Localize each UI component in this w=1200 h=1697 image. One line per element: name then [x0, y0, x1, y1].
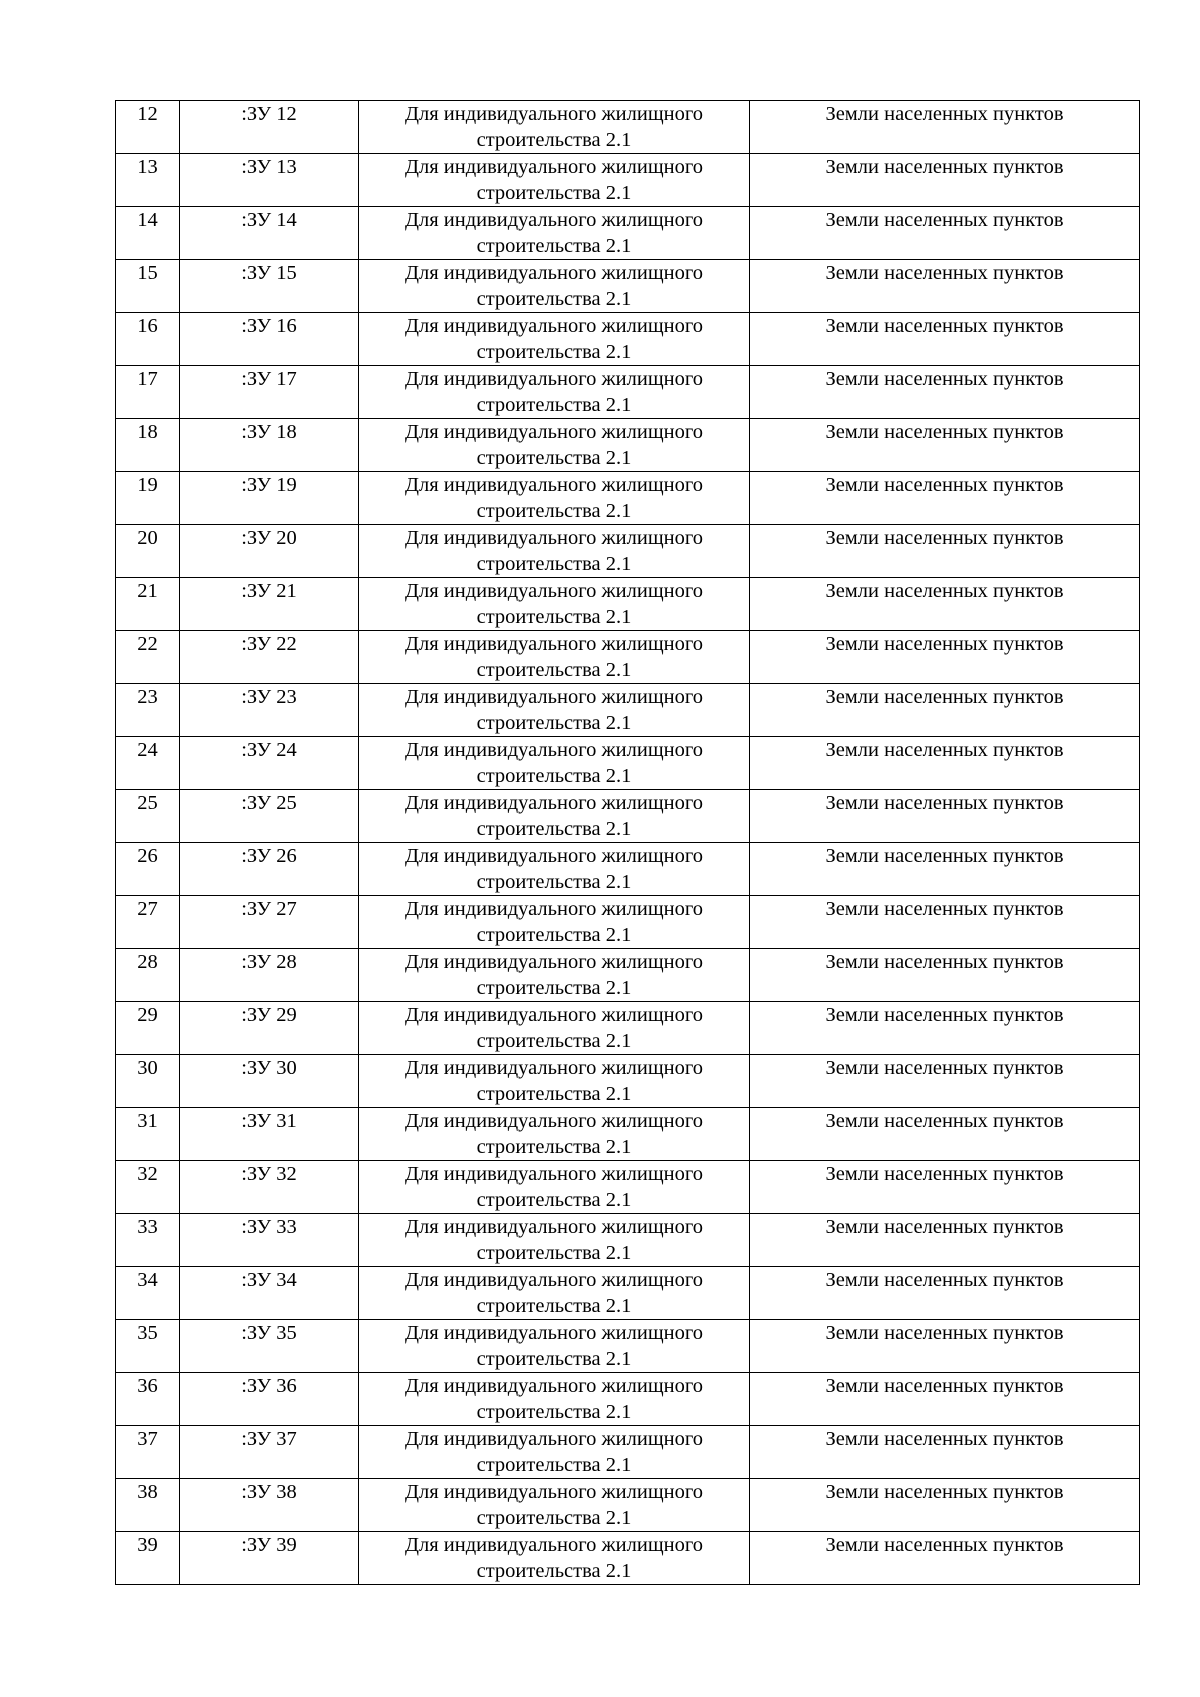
permitted-use-cell [359, 1373, 750, 1426]
land-category-cell: Земли населенных пунктов [750, 207, 1140, 260]
land-category-cell: Земли населенных пунктов [750, 578, 1140, 631]
permitted-use-line-2: строительства 2.1 [476, 553, 632, 575]
permitted-use-cell [359, 1320, 750, 1373]
row-number-cell: 29 [116, 1002, 180, 1055]
permitted-use-line-1: Для индивидуального жилищного [404, 262, 703, 284]
permitted-use-cell [359, 260, 750, 313]
plot-designation-cell: :ЗУ 36 [180, 1373, 359, 1426]
permitted-use-line-1: Для индивидуального жилищного [404, 209, 703, 231]
permitted-use-cell [359, 313, 750, 366]
table-row [116, 366, 1140, 419]
table-row [116, 896, 1140, 949]
table-row [116, 684, 1140, 737]
row-number-cell: 23 [116, 684, 180, 737]
land-plots-table [115, 100, 1140, 1585]
row-number-cell: 24 [116, 737, 180, 790]
permitted-use-line-2: строительства 2.1 [476, 394, 632, 416]
permitted-use-cell [359, 154, 750, 207]
permitted-use-line-1: Для индивидуального жилищного [404, 1322, 703, 1344]
row-number-cell: 20 [116, 525, 180, 578]
table-row [116, 1002, 1140, 1055]
plot-designation-cell: :ЗУ 29 [180, 1002, 359, 1055]
permitted-use-cell [359, 949, 750, 1002]
permitted-use-cell [359, 207, 750, 260]
permitted-use-cell [359, 1532, 750, 1585]
table-row [116, 1267, 1140, 1320]
permitted-use-line-1: Для индивидуального жилищного [404, 792, 703, 814]
land-category-cell: Земли населенных пунктов [750, 1479, 1140, 1532]
permitted-use-line-2: строительства 2.1 [476, 1454, 632, 1476]
land-category-cell: Земли населенных пунктов [750, 896, 1140, 949]
plot-designation-cell: :ЗУ 30 [180, 1055, 359, 1108]
table-row [116, 1532, 1140, 1585]
permitted-use-cell [359, 1426, 750, 1479]
table-row [116, 1161, 1140, 1214]
table-row [116, 1426, 1140, 1479]
permitted-use-cell [359, 631, 750, 684]
row-number-cell: 18 [116, 419, 180, 472]
permitted-use-cell [359, 472, 750, 525]
row-number-cell: 25 [116, 790, 180, 843]
land-category-cell: Земли населенных пунктов [750, 1320, 1140, 1373]
land-plots-table-body [116, 101, 1140, 1585]
land-category-cell: Земли населенных пунктов [750, 525, 1140, 578]
plot-designation-cell: :ЗУ 33 [180, 1214, 359, 1267]
land-category-cell: Земли населенных пунктов [750, 1002, 1140, 1055]
permitted-use-line-1: Для индивидуального жилищного [404, 633, 703, 655]
row-number-cell: 22 [116, 631, 180, 684]
permitted-use-cell [359, 1267, 750, 1320]
land-category-cell: Земли населенных пунктов [750, 843, 1140, 896]
permitted-use-line-1: Для индивидуального жилищного [404, 1269, 703, 1291]
table-row [116, 1373, 1140, 1426]
plot-designation-cell: :ЗУ 22 [180, 631, 359, 684]
plot-designation-cell: :ЗУ 37 [180, 1426, 359, 1479]
table-row [116, 1320, 1140, 1373]
row-number-cell: 13 [116, 154, 180, 207]
permitted-use-line-2: строительства 2.1 [476, 182, 632, 204]
row-number-cell: 30 [116, 1055, 180, 1108]
permitted-use-line-2: строительства 2.1 [476, 1242, 632, 1264]
permitted-use-line-2: строительства 2.1 [476, 1189, 632, 1211]
table-row [116, 472, 1140, 525]
land-category-cell: Земли населенных пунктов [750, 1373, 1140, 1426]
plot-designation-cell: :ЗУ 14 [180, 207, 359, 260]
plot-designation-cell: :ЗУ 25 [180, 790, 359, 843]
permitted-use-line-1: Для индивидуального жилищного [404, 1481, 703, 1503]
permitted-use-cell [359, 1002, 750, 1055]
permitted-use-cell [359, 1161, 750, 1214]
permitted-use-line-2: строительства 2.1 [476, 1507, 632, 1529]
permitted-use-line-2: строительства 2.1 [476, 1083, 632, 1105]
table-row [116, 790, 1140, 843]
row-number-cell: 33 [116, 1214, 180, 1267]
plot-designation-cell: :ЗУ 26 [180, 843, 359, 896]
row-number-cell: 12 [116, 101, 180, 154]
permitted-use-line-1: Для индивидуального жилищного [404, 156, 703, 178]
land-category-cell: Земли населенных пунктов [750, 260, 1140, 313]
permitted-use-line-1: Для индивидуального жилищного [404, 1428, 703, 1450]
plot-designation-cell: :ЗУ 20 [180, 525, 359, 578]
permitted-use-line-2: строительства 2.1 [476, 1030, 632, 1052]
table-row [116, 949, 1140, 1002]
permitted-use-cell [359, 1055, 750, 1108]
plot-designation-cell: :ЗУ 38 [180, 1479, 359, 1532]
permitted-use-cell [359, 1108, 750, 1161]
table-row [116, 843, 1140, 896]
permitted-use-line-2: строительства 2.1 [476, 712, 632, 734]
land-category-cell: Земли населенных пунктов [750, 631, 1140, 684]
permitted-use-cell [359, 419, 750, 472]
row-number-cell: 31 [116, 1108, 180, 1161]
permitted-use-line-2: строительства 2.1 [476, 1295, 632, 1317]
permitted-use-line-2: строительства 2.1 [476, 659, 632, 681]
permitted-use-line-2: строительства 2.1 [476, 924, 632, 946]
row-number-cell: 14 [116, 207, 180, 260]
permitted-use-line-2: строительства 2.1 [476, 500, 632, 522]
permitted-use-cell [359, 896, 750, 949]
permitted-use-line-2: строительства 2.1 [476, 235, 632, 257]
permitted-use-line-1: Для индивидуального жилищного [404, 1057, 703, 1079]
row-number-cell: 32 [116, 1161, 180, 1214]
row-number-cell: 37 [116, 1426, 180, 1479]
permitted-use-line-1: Для индивидуального жилищного [404, 368, 703, 390]
plot-designation-cell: :ЗУ 18 [180, 419, 359, 472]
land-category-cell: Земли населенных пунктов [750, 1161, 1140, 1214]
table-row [116, 419, 1140, 472]
permitted-use-line-1: Для индивидуального жилищного [404, 315, 703, 337]
permitted-use-line-2: строительства 2.1 [476, 1401, 632, 1423]
land-category-cell: Земли населенных пунктов [750, 1426, 1140, 1479]
permitted-use-line-1: Для индивидуального жилищного [404, 739, 703, 761]
plot-designation-cell: :ЗУ 21 [180, 578, 359, 631]
land-category-cell: Земли населенных пунктов [750, 154, 1140, 207]
row-number-cell: 17 [116, 366, 180, 419]
permitted-use-line-1: Для индивидуального жилищного [404, 898, 703, 920]
row-number-cell: 38 [116, 1479, 180, 1532]
plot-designation-cell: :ЗУ 24 [180, 737, 359, 790]
land-category-cell: Земли населенных пунктов [750, 790, 1140, 843]
permitted-use-line-2: строительства 2.1 [476, 1136, 632, 1158]
table-row [116, 525, 1140, 578]
land-category-cell: Земли населенных пунктов [750, 684, 1140, 737]
table-row [116, 1214, 1140, 1267]
plot-designation-cell: :ЗУ 17 [180, 366, 359, 419]
plot-designation-cell: :ЗУ 35 [180, 1320, 359, 1373]
plot-designation-cell: :ЗУ 12 [180, 101, 359, 154]
permitted-use-cell [359, 578, 750, 631]
land-category-cell: Земли населенных пунктов [750, 737, 1140, 790]
row-number-cell: 15 [116, 260, 180, 313]
permitted-use-line-1: Для индивидуального жилищного [404, 580, 703, 602]
plot-designation-cell: :ЗУ 39 [180, 1532, 359, 1585]
permitted-use-line-2: строительства 2.1 [476, 288, 632, 310]
plot-designation-cell: :ЗУ 19 [180, 472, 359, 525]
permitted-use-line-1: Для индивидуального жилищного [404, 686, 703, 708]
permitted-use-line-1: Для индивидуального жилищного [404, 527, 703, 549]
land-category-cell: Земли населенных пунктов [750, 1108, 1140, 1161]
permitted-use-cell [359, 790, 750, 843]
land-category-cell: Земли населенных пунктов [750, 949, 1140, 1002]
permitted-use-line-2: строительства 2.1 [476, 606, 632, 628]
permitted-use-cell [359, 1214, 750, 1267]
row-number-cell: 16 [116, 313, 180, 366]
plot-designation-cell: :ЗУ 27 [180, 896, 359, 949]
permitted-use-line-2: строительства 2.1 [476, 818, 632, 840]
table-row [116, 1055, 1140, 1108]
permitted-use-cell [359, 684, 750, 737]
land-category-cell: Земли населенных пунктов [750, 1267, 1140, 1320]
permitted-use-line-1: Для индивидуального жилищного [404, 103, 703, 125]
permitted-use-cell [359, 366, 750, 419]
table-row [116, 1479, 1140, 1532]
plot-designation-cell: :ЗУ 32 [180, 1161, 359, 1214]
row-number-cell: 39 [116, 1532, 180, 1585]
permitted-use-line-2: строительства 2.1 [476, 1348, 632, 1370]
permitted-use-line-1: Для индивидуального жилищного [404, 1375, 703, 1397]
row-number-cell: 28 [116, 949, 180, 1002]
permitted-use-cell [359, 737, 750, 790]
land-category-cell: Земли населенных пунктов [750, 472, 1140, 525]
row-number-cell: 36 [116, 1373, 180, 1426]
permitted-use-line-2: строительства 2.1 [476, 129, 632, 151]
plot-designation-cell: :ЗУ 28 [180, 949, 359, 1002]
permitted-use-line-2: строительства 2.1 [476, 341, 632, 363]
permitted-use-line-1: Для индивидуального жилищного [404, 1163, 703, 1185]
permitted-use-line-2: строительства 2.1 [476, 977, 632, 999]
permitted-use-cell [359, 525, 750, 578]
permitted-use-cell [359, 843, 750, 896]
permitted-use-cell [359, 101, 750, 154]
land-category-cell: Земли населенных пунктов [750, 1055, 1140, 1108]
plot-designation-cell: :ЗУ 13 [180, 154, 359, 207]
table-row [116, 313, 1140, 366]
permitted-use-line-1: Для индивидуального жилищного [404, 421, 703, 443]
table-row [116, 260, 1140, 313]
plot-designation-cell: :ЗУ 16 [180, 313, 359, 366]
land-category-cell: Земли населенных пунктов [750, 313, 1140, 366]
plot-designation-cell: :ЗУ 23 [180, 684, 359, 737]
land-category-cell: Земли населенных пунктов [750, 419, 1140, 472]
row-number-cell: 19 [116, 472, 180, 525]
table-row [116, 578, 1140, 631]
permitted-use-line-1: Для индивидуального жилищного [404, 1110, 703, 1132]
land-category-cell: Земли населенных пунктов [750, 366, 1140, 419]
permitted-use-line-1: Для индивидуального жилищного [404, 474, 703, 496]
permitted-use-line-2: строительства 2.1 [476, 765, 632, 787]
row-number-cell: 35 [116, 1320, 180, 1373]
row-number-cell: 26 [116, 843, 180, 896]
permitted-use-line-1: Для индивидуального жилищного [404, 845, 703, 867]
permitted-use-line-2: строительства 2.1 [476, 871, 632, 893]
land-category-cell: Земли населенных пунктов [750, 1214, 1140, 1267]
permitted-use-cell [359, 1479, 750, 1532]
table-row [116, 154, 1140, 207]
table-row [116, 737, 1140, 790]
permitted-use-line-1: Для индивидуального жилищного [404, 1216, 703, 1238]
table-row [116, 631, 1140, 684]
plot-designation-cell: :ЗУ 31 [180, 1108, 359, 1161]
row-number-cell: 21 [116, 578, 180, 631]
plot-designation-cell: :ЗУ 15 [180, 260, 359, 313]
permitted-use-line-1: Для индивидуального жилищного [404, 951, 703, 973]
permitted-use-line-2: строительства 2.1 [476, 1560, 632, 1582]
table-row [116, 101, 1140, 154]
land-category-cell: Земли населенных пунктов [750, 1532, 1140, 1585]
permitted-use-line-1: Для индивидуального жилищного [404, 1534, 703, 1556]
table-row [116, 1108, 1140, 1161]
table-row [116, 207, 1140, 260]
row-number-cell: 34 [116, 1267, 180, 1320]
permitted-use-line-1: Для индивидуального жилищного [404, 1004, 703, 1026]
plot-designation-cell: :ЗУ 34 [180, 1267, 359, 1320]
row-number-cell: 27 [116, 896, 180, 949]
permitted-use-line-2: строительства 2.1 [476, 447, 632, 469]
land-category-cell: Земли населенных пунктов [750, 101, 1140, 154]
